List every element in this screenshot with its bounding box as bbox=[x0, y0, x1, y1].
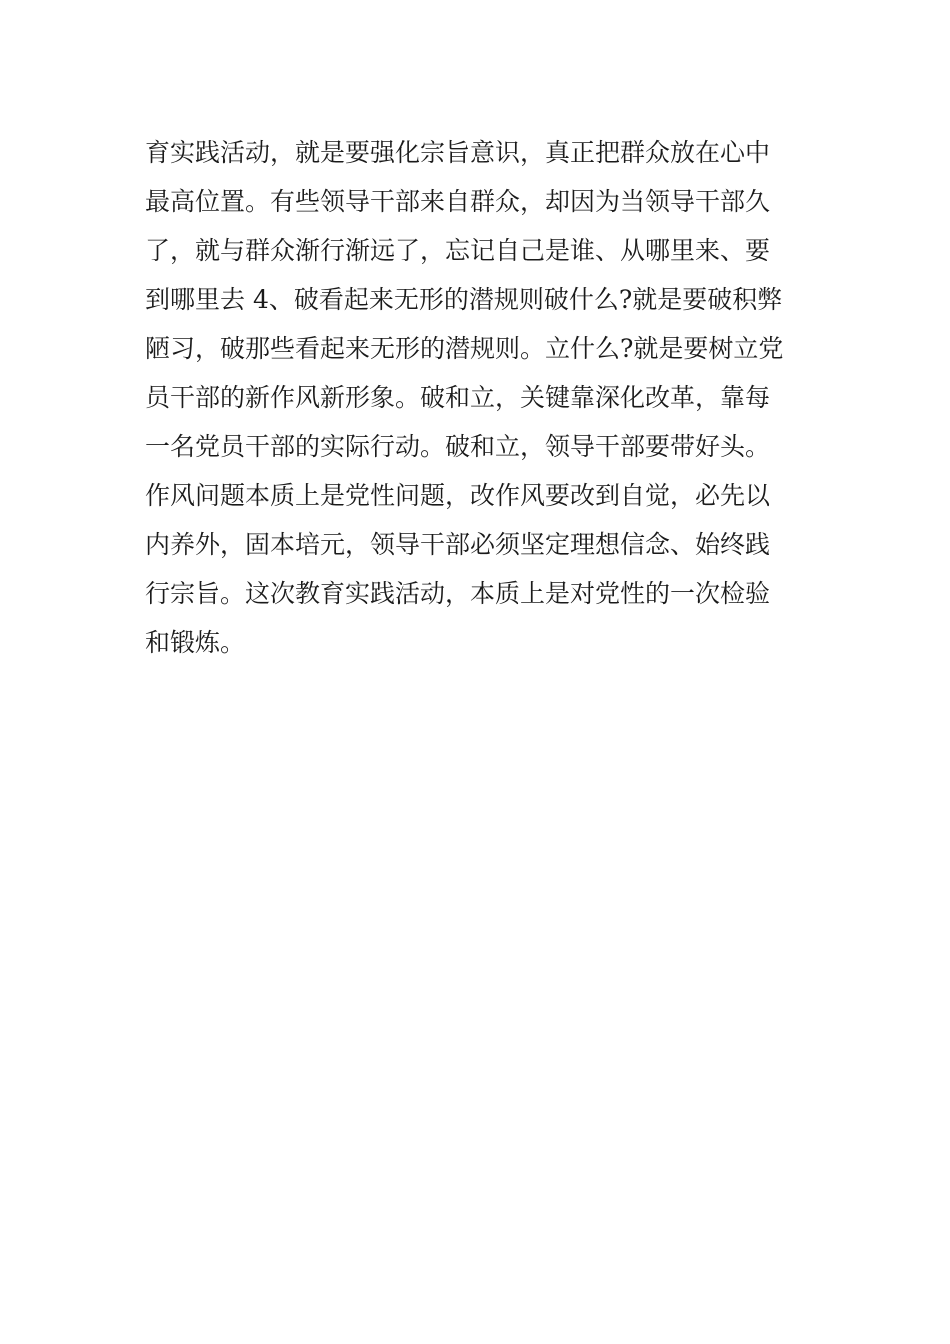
text-line: 了，就与群众渐行渐远了，忘记自己是谁、从哪里来、要 bbox=[145, 236, 771, 265]
text-line: 和锻炼。 bbox=[145, 628, 246, 657]
text-line: 内养外，固本培元，领导干部必须坚定理想信念、始终践 bbox=[145, 530, 771, 559]
text-line: 陋习，破那些看起来无形的潜规则。立什么?就是要树立党 bbox=[145, 334, 784, 363]
text-line: 作风问题本质上是党性问题，改作风要改到自觉，必先以 bbox=[145, 481, 771, 510]
text-line: 育实践活动，就是要强化宗旨意识，真正把群众放在心中 bbox=[145, 138, 771, 167]
text-line: 一名党员干部的实际行动。破和立，领导干部要带好头。 bbox=[145, 432, 771, 461]
text-line: 最高位置。有些领导干部来自群众，却因为当领导干部久 bbox=[145, 187, 771, 216]
text-line: 到哪里去 4、破看起来无形的潜规则破什么?就是要破积弊 bbox=[145, 285, 783, 314]
body-paragraph bbox=[145, 128, 810, 667]
text-line: 行宗旨。这次教育实践活动，本质上是对党性的一次检验 bbox=[145, 579, 771, 608]
text-line: 员干部的新作风新形象。破和立，关键靠深化改革，靠每 bbox=[145, 383, 771, 412]
